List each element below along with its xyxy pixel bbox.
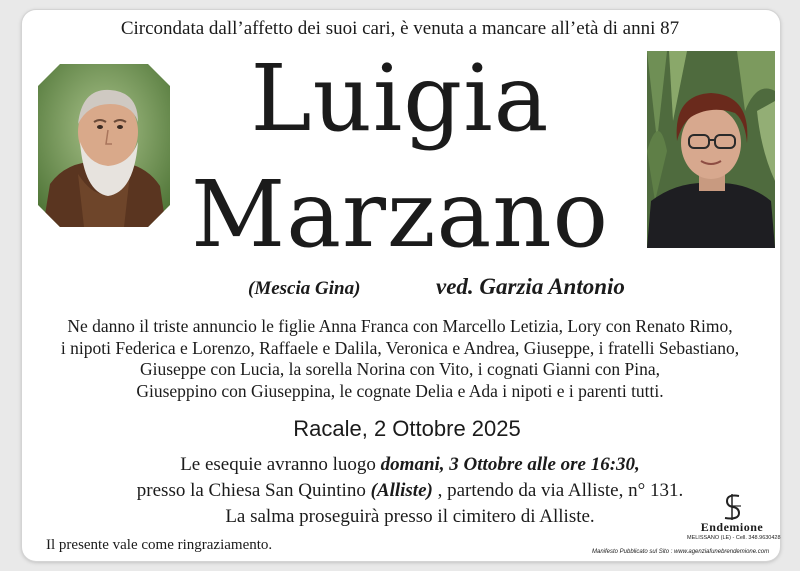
funeral-details (40, 452, 780, 530)
agency-name: Endemione (700, 520, 764, 534)
announcement-text (20, 316, 780, 402)
announcement-line: Giuseppe con Lucia, la sorella Norina con Vito, i cognati Gianni con Pina, (139, 359, 661, 379)
church-town: (Alliste) (370, 480, 433, 501)
announcement-line: Giuseppino con Giuseppina, le cognate Delia e Ada i nipoti e i parenti tutti. (136, 380, 664, 401)
announcement-line: Ne danno il triste annuncio le figlie Anna Franca con Marcello Letizia, Lory con Renato Rimo, (67, 316, 733, 336)
departure-text: , partendo da via Alliste, n° 131. (432, 480, 684, 501)
funeral-line-2 (40, 478, 780, 504)
funeral-line-3: La salma proseguirà presso il cimitero di Alliste. (225, 506, 595, 527)
funeral-datetime: domani, 3 Ottobre alle ore 16:30, (380, 454, 640, 475)
thanks-note: Il presente vale come ringraziamento. (46, 537, 273, 553)
agency-address: MELISSANO (LE) - Cell. 348.9630428 (687, 535, 781, 541)
agency-logo (687, 492, 781, 541)
first-name: Luigia (250, 45, 550, 152)
intro-line: Circondata dall’affetto dei suoi cari, è venuta a mancare all’età di anni 87 (120, 18, 680, 39)
announcement-line: i nipoti Federica e Lorenzo, Raffaele e Dalila, Veronica e Andrea, Giuseppe, i fratelli Sebastiano, (60, 337, 740, 358)
widow-of: ved. Garzia Antonio (436, 274, 625, 299)
church-text: presso la Chiesa San Quintino (136, 480, 371, 501)
funeral-intro: Le esequie avranno luogo (180, 454, 381, 475)
publisher-credit: Manifesto Pubblicato sul Sito : www.agenziafunebrendemione.com (592, 549, 770, 555)
agency-monogram-icon (717, 492, 747, 522)
last-name: Marzano (191, 161, 609, 268)
place-date: Racale, 2 Ottobre 2025 (293, 416, 521, 441)
nickname: (Mescia Gina) (248, 278, 361, 299)
deceased-photo (647, 51, 775, 248)
funeral-line-1 (40, 452, 780, 478)
